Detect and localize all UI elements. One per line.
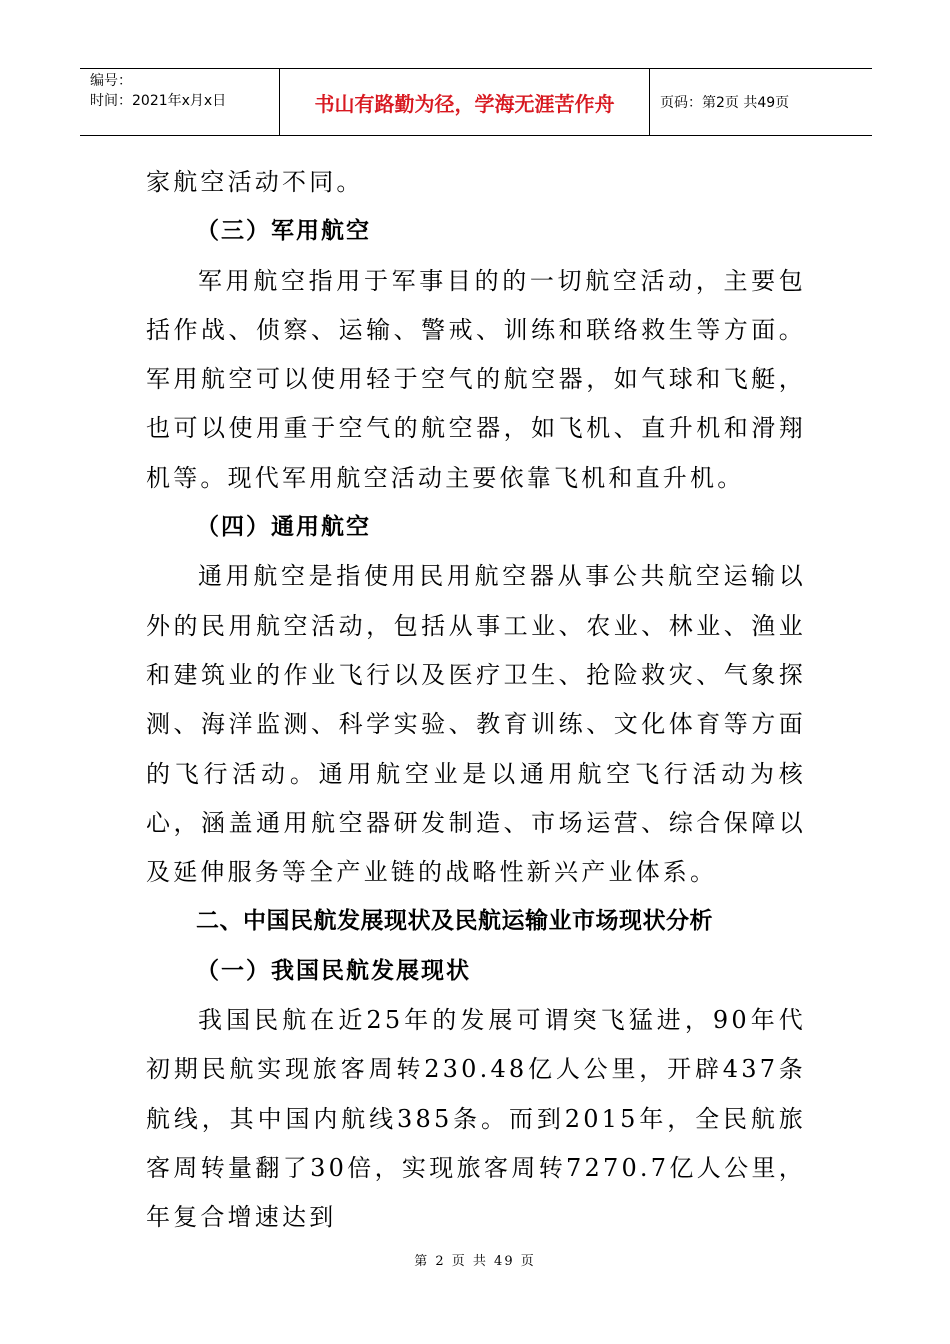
doc-number-label: 编号： [90, 73, 132, 89]
header-meta [80, 69, 280, 135]
header-motto: 书山有路勤为径，学海无涯苦作舟 [314, 91, 615, 116]
heading-general-aviation: （四）通用航空 [196, 514, 371, 541]
header-motto-cell [280, 69, 650, 135]
page-footer: 第 2 页 共 49 页 [414, 1254, 536, 1269]
heading-section-2: 二、中国民航发展现状及民航运输业市场现状分析 [196, 908, 713, 935]
header-page-info: 页码：第2页 共49页 [660, 95, 790, 111]
paragraph-military-aviation: 军用航空指用于军事目的的一切航空活动，主要包括作战、侦察、运输、警戒、训练和联络救生等方面。军用航空可以使用轻于空气的航空器，如气球和飞艇，也可以使用重于空气的航空器，如飞机、直升机和滑翔机等。现代军用航空活动主要依靠飞机和直升机。 [146, 266, 806, 492]
paragraph-development-status: 我国民航在近25年的发展可谓突飞猛进，90年代初期民航实现旅客周转230.48亿人公里，开辟437条航线，其中国内航线385条。而到2015年，全民航旅客周转量翻了30倍，实现旅客周转7270.7亿人公里，年复合增速达到 [146, 1006, 806, 1232]
heading-development-status: （一）我国民航发展现状 [196, 957, 471, 984]
heading-military-aviation: （三）军用航空 [196, 218, 371, 245]
page-header [80, 68, 872, 136]
doc-date: 时间：2021年x月x日 [90, 93, 227, 109]
paragraph-continuation: 家航空活动不同。 [146, 168, 364, 196]
paragraph-general-aviation: 通用航空是指使用民用航空器从事公共航空运输以外的民用航空活动，包括从事工业、农业、林业、渔业和建筑业的作业飞行以及医疗卫生、抢险救灾、气象探测、海洋监测、科学实验、教育训练、文化体育等方面的飞行活动。通用航空业是以通用航空飞行活动为核心，涵盖通用航空器研发制造、市场运营、综合保障以及延伸服务等全产业链的战略性新兴产业体系。 [146, 562, 806, 887]
document-body [146, 158, 806, 1243]
